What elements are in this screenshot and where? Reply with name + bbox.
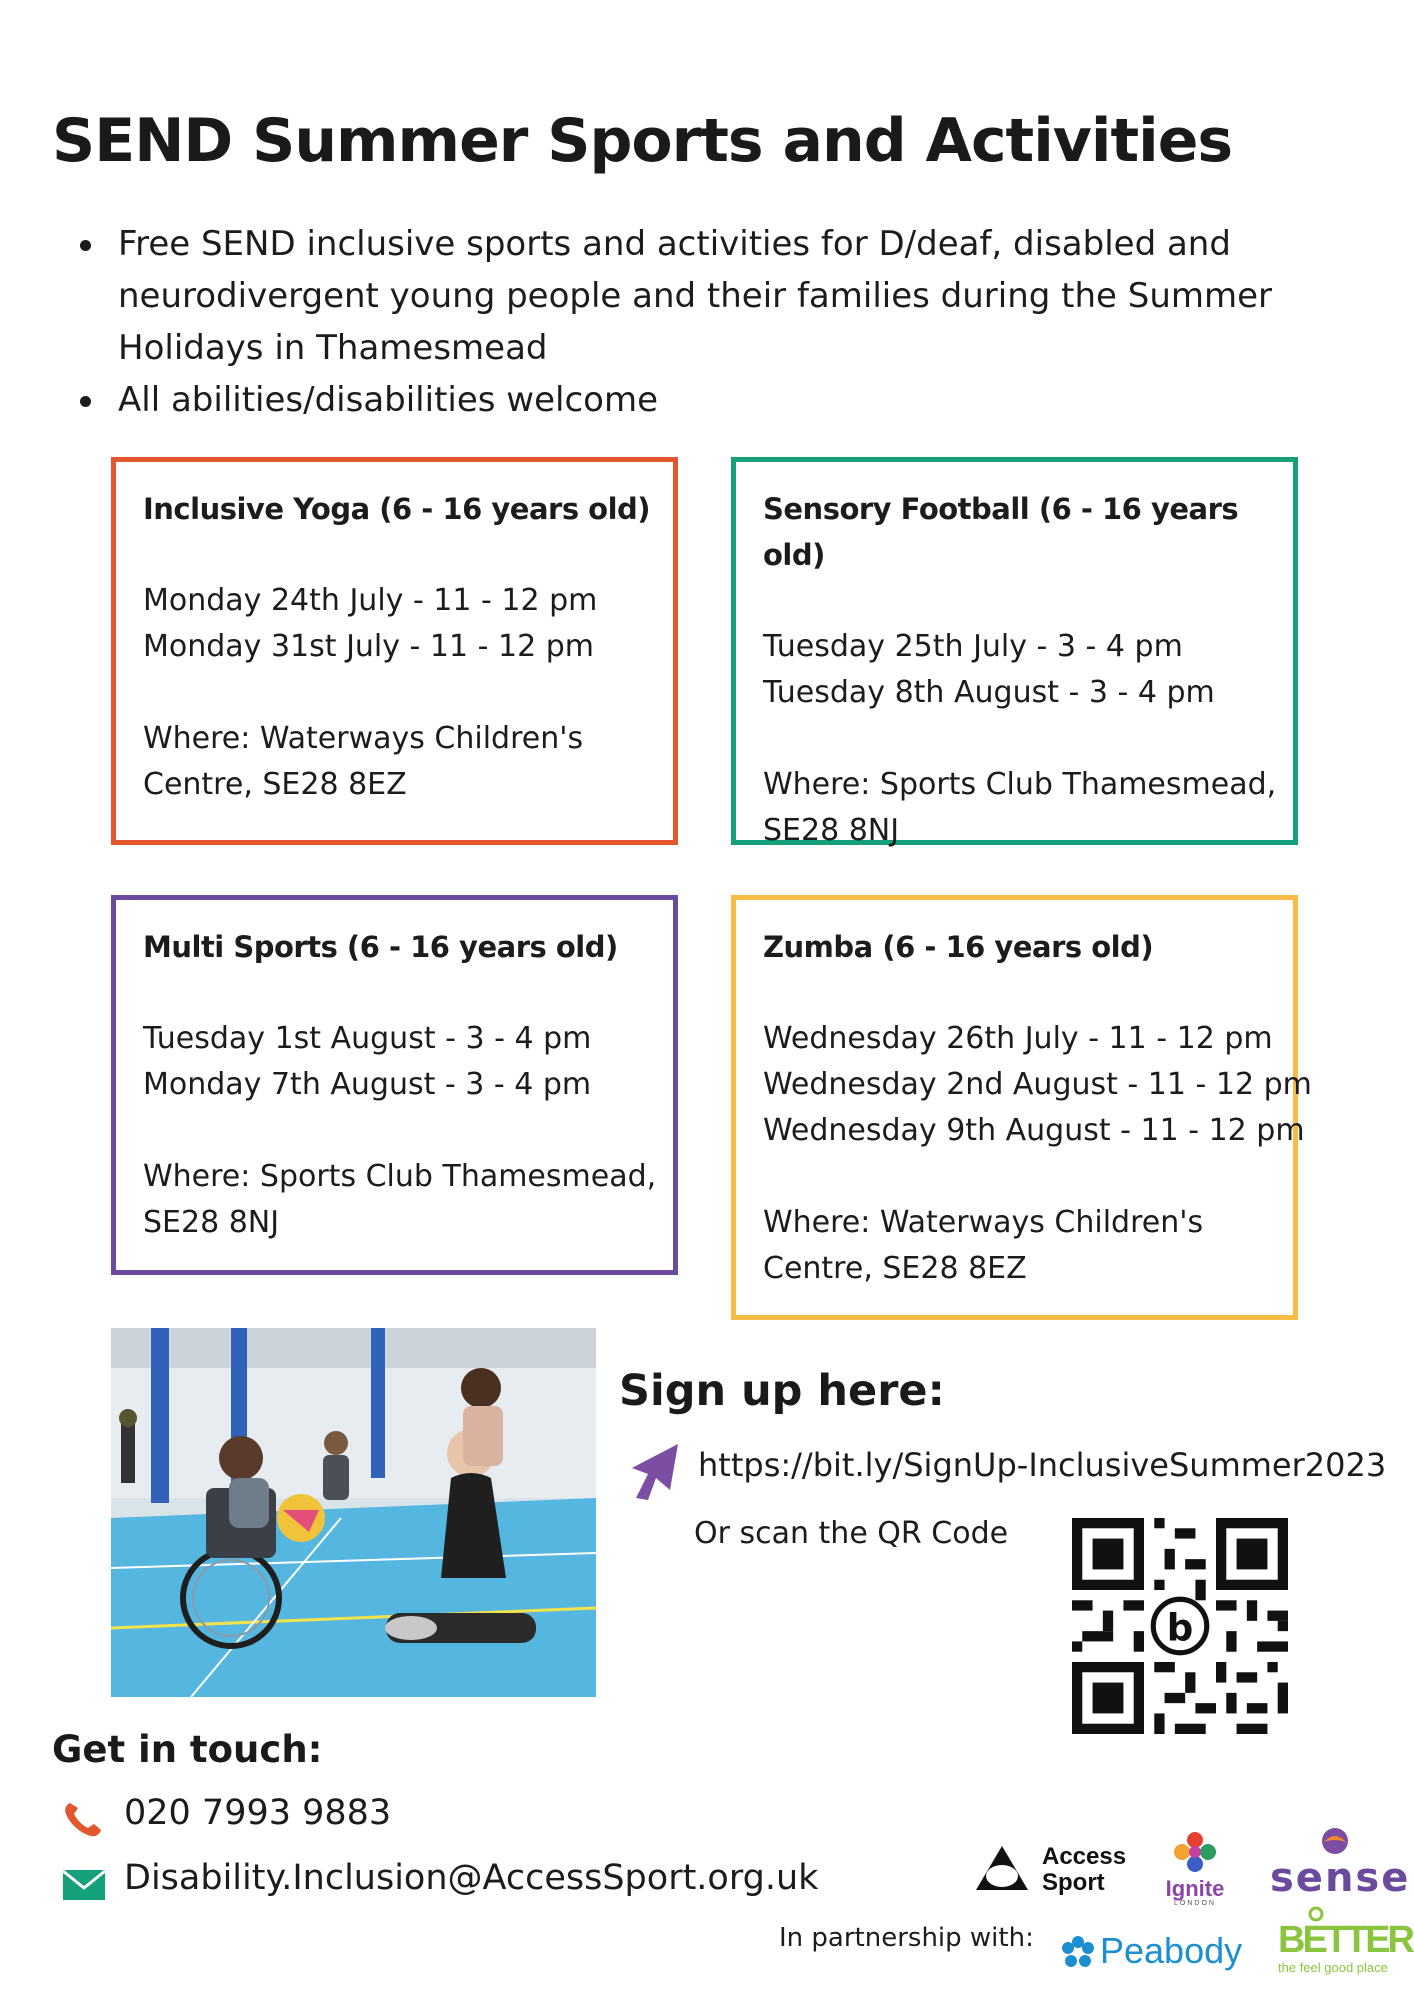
card-heading: Inclusive Yoga (6 - 16 years old) (143, 492, 651, 526)
session-time: Monday 24th July - 11 - 12 pm (143, 583, 598, 618)
ignite-text: Ignite (1165, 1876, 1225, 1901)
email-address[interactable]: Disability.Inclusion@AccessSport.org.uk (124, 1858, 819, 1898)
card-location: Where: Sports Club Thamesmead, SE28 8NJ (143, 1159, 657, 1240)
activity-card-yoga (111, 457, 678, 845)
card-heading: Multi Sports (6 - 16 years old) (143, 930, 618, 964)
envelope-icon (60, 1864, 108, 1904)
activity-card-football (731, 457, 1298, 848)
session-time: Tuesday 1st August - 3 - 4 pm (143, 1021, 592, 1056)
sense-icon (1318, 1826, 1352, 1856)
signup-heading: Sign up here: (619, 1366, 945, 1416)
signup-link[interactable]: https://bit.ly/SignUp-InclusiveSummer2023 (698, 1446, 1387, 1484)
better-tagline: the feel good place (1278, 1960, 1388, 1975)
card-location: Where: Sports Club Thamesmead, SE28 8NJ (763, 767, 1277, 848)
session-time: Monday 31st July - 11 - 12 pm (143, 629, 594, 664)
ignite-icon (1170, 1830, 1220, 1874)
session-time: Tuesday 25th July - 3 - 4 pm (763, 629, 1183, 664)
phone-number[interactable]: 020 7993 9883 (124, 1793, 392, 1833)
sense-logo (1270, 1826, 1411, 1901)
partnership-label: In partnership with: (779, 1923, 1034, 1953)
access-sport-icon (970, 1840, 1040, 1900)
phone-icon (60, 1799, 108, 1839)
session-time: Wednesday 2nd August - 11 - 12 pm (763, 1067, 1312, 1102)
session-time: Wednesday 26th July - 11 - 12 pm (763, 1021, 1273, 1056)
intro-list (80, 218, 1280, 426)
card-location: Where: Waterways Children's Centre, SE28 8EZ (763, 1205, 1204, 1286)
peabody-flower-icon (1060, 1934, 1096, 1970)
access-sport-text: Sport (1042, 1869, 1105, 1896)
session-time: Wednesday 9th August - 11 - 12 pm (763, 1113, 1305, 1148)
session-time: Monday 7th August - 3 - 4 pm (143, 1067, 592, 1102)
activity-photo (111, 1328, 596, 1697)
access-sport-logo (970, 1840, 1140, 1900)
svg-text:b: b (1166, 1606, 1194, 1650)
ignite-subtext: LONDON (1174, 1900, 1216, 1907)
cursor-arrow-icon (624, 1438, 682, 1504)
activity-card-multisports (111, 895, 678, 1275)
card-heading: Zumba (6 - 16 years old) (763, 930, 1154, 964)
card-heading: Sensory Football (6 - 16 years old) (763, 492, 1239, 572)
page-title: SEND Summer Sports and Activities (52, 106, 1233, 176)
activity-card-zumba (731, 895, 1312, 1320)
intro-item: All abilities/disabilities welcome (80, 374, 1280, 426)
access-sport-text: Access (1042, 1843, 1127, 1870)
ignite-logo (1155, 1830, 1235, 1910)
peabody-logo (1060, 1928, 1260, 1978)
better-logo (1278, 1906, 1412, 1986)
qr-code[interactable] (1072, 1518, 1288, 1734)
better-text: BETTER (1278, 1919, 1412, 1961)
peabody-text: Peabody (1100, 1930, 1243, 1971)
intro-item: Free SEND inclusive sports and activities for D/deaf, disabled and neurodivergent young people and their families during the Summer Holidays in Thamesmead (80, 218, 1280, 374)
contact-heading: Get in touch: (52, 1728, 323, 1771)
qr-instruction: Or scan the QR Code (694, 1516, 1009, 1551)
card-location: Where: Waterways Children's Centre, SE28 8EZ (143, 721, 584, 802)
sense-text: sense (1270, 1855, 1411, 1901)
session-time: Tuesday 8th August - 3 - 4 pm (763, 675, 1215, 710)
